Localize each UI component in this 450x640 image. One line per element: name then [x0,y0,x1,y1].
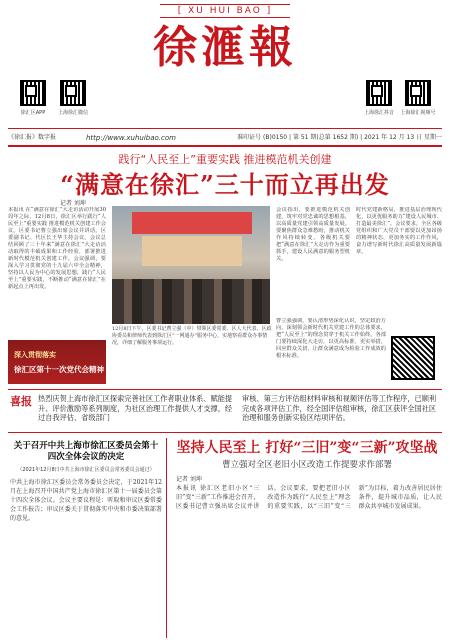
photo-caption: 12月8日下午，区委书记曹立强（中）带领区委常委、区人大代表、区政协委员和律师代表到徐汇区“一网通办”服务中心，实地察看群众办事情况，详细了解服务事项运行。 [112,326,272,346]
highlights-title: 喜报 [10,395,32,408]
masthead-rule [8,128,442,129]
qr-label-video: 上海徐汇视频号 [400,110,436,116]
qr-label-app: 徐汇区APP [20,110,46,116]
story3-body: 本报讯 徐汇区老旧小区“三旧”变“三新”工作推进会召开，区委书记曹立强出席会议并讲话。会议要求，要把老旧小区改造作为践行“人民至上”理念的重要实践，以“三旧”变“三新”为目标，着力改善居民居住条件，提升城市品质，让人民群众共享城市发展成果。 [176,485,442,510]
party-congress-promo[interactable] [8,340,106,384]
lead-column-2: 曹立强强调，要认清形势深化认识，坚定政治方向，深刻领会新时代机关党建工作的总体要求，把“人民至上”的理念贯穿于机关工作始终。各部门要持续深化大走访，以更高标准、更实举措，回应群众关切，让群众满意成为检验工作成效的根本标准。 [276,318,386,359]
story3-headline[interactable]: 坚持人民至上 打好“三旧”变“三新”攻坚战 [176,440,438,456]
website-link[interactable]: http://www.xuhuibao.com [86,134,176,142]
photo-banner [132,212,252,234]
lead-column-1: 本报讯 在“满意在徐汇”大走访活动开展30周年之际，12月8日，徐汇区举行践行“人民至上”重要实践 推进模范机关创建工作会议。区委书记曹立强出席会议并讲话。区委副书记、代区长王华主持会议。会议总结回顾了三十年来“满意在徐汇”大走访活动取得的丰硕成果和工作经验，部署推进新时代模范机关创建工作。会议强调，要深入学习贯彻党的十九届六中全会精神，坚持以人民为中心的发展思想，践行“人民至上”重要实践，不断推动“满意在徐汇”在新起点上再出发。 [8,207,106,290]
qr-label-douyin: 上海徐汇抖音 [363,110,394,116]
promo-line-1: 深入贯彻落实 [14,351,56,359]
app-qr-code [20,80,46,106]
story3-subtitle: 曹立强对全区老旧小区改造工作提要求作部署 [221,460,392,470]
highlights-text-left: 热烈庆贺上海市徐汇区探索完善社区工作者职业体系、赋能提升、评价激励等系列制度，为社区治理工作提供人才支撑，经过自我评估、省级部门 [38,394,233,422]
qr-label-wechat: 上海徐汇微信 [57,110,88,116]
highlights-text-right: 审核、第三方评估组材料审核和视频评估等工作程序，已顺利完成各项评估工作，经全国评估组审核，徐汇区获评全国社区治理和服务创新实验区结项评估。 [242,394,437,422]
story3-byline: 记者 刘坤 [176,476,202,483]
issue-infobar [8,132,442,144]
lead-column-3: 会议指出，要推进模范机关创建，筑牢对党忠诚的思想根基，以高质量党建引领高质量发展。要聚焦群众急难愁盼，推动机关作风持续转变。各级机关要把“满意在徐汇”大走访作为重要抓手，建设人民满意的服务型机关。 [276,207,350,262]
lead-kicker: 践行“人民至上”重要实践 推进模范机关创建 [118,153,332,166]
story2-headline[interactable]: 关于召开中共上海市徐汇区委员会第十四次全体会议的决定 [13,441,159,462]
photo-sign [142,236,242,266]
douyin-qr-code [366,80,392,106]
digital-edition-label: 《徐汇报》数字报 [8,134,57,141]
newspaper-logo: 徐滙報 [153,22,297,73]
lead-byline: 记者 刘坤 [60,200,86,207]
lead-photo [112,206,270,324]
wechat-qr-code [60,80,86,106]
column-divider [166,438,167,638]
video-qr-code [405,80,431,106]
story2-body: 中共上海市徐汇区委员会常务委员会决定，于2021年12月在上海召开中国共产党上海市徐汇区第十一届委员会第十四次全体会议。会议主要议程是：听取和审议区委常委会工作报告；审议区委关于贯彻落实中央和市委决策部署的意见。 [10,479,162,522]
article-qr-code [391,336,435,380]
lead-column-4: 时代党建新格局，推进基层治理现代化，以更优服务助力“建设人民城市、打造最美徐汇”。会议要求，全区各级党组织和广大党员干部要以更加昂扬的精神状态、更加务实的工作作风，奋力谱写新时代徐汇高质量发展新篇章。 [356,207,442,255]
lead-headline[interactable]: “满意在徐汇”三十而立再出发 [60,170,390,199]
promo-line-2: 徐汇区第十一次党代会精神 [14,365,104,374]
story2-subtitle: （2021年12月8日中共上海市徐汇区委员会常务委员会通过） [17,467,155,473]
photo-crowd [112,279,270,324]
issue-info: 准印证号 (B)0150 | 第 51 期(总第 1652 期) | 2021 年 12 月 13 日 星期一 [237,134,442,141]
masthead-banner: [ XU HUI BAO ] [160,4,290,18]
header-rule [8,145,442,147]
